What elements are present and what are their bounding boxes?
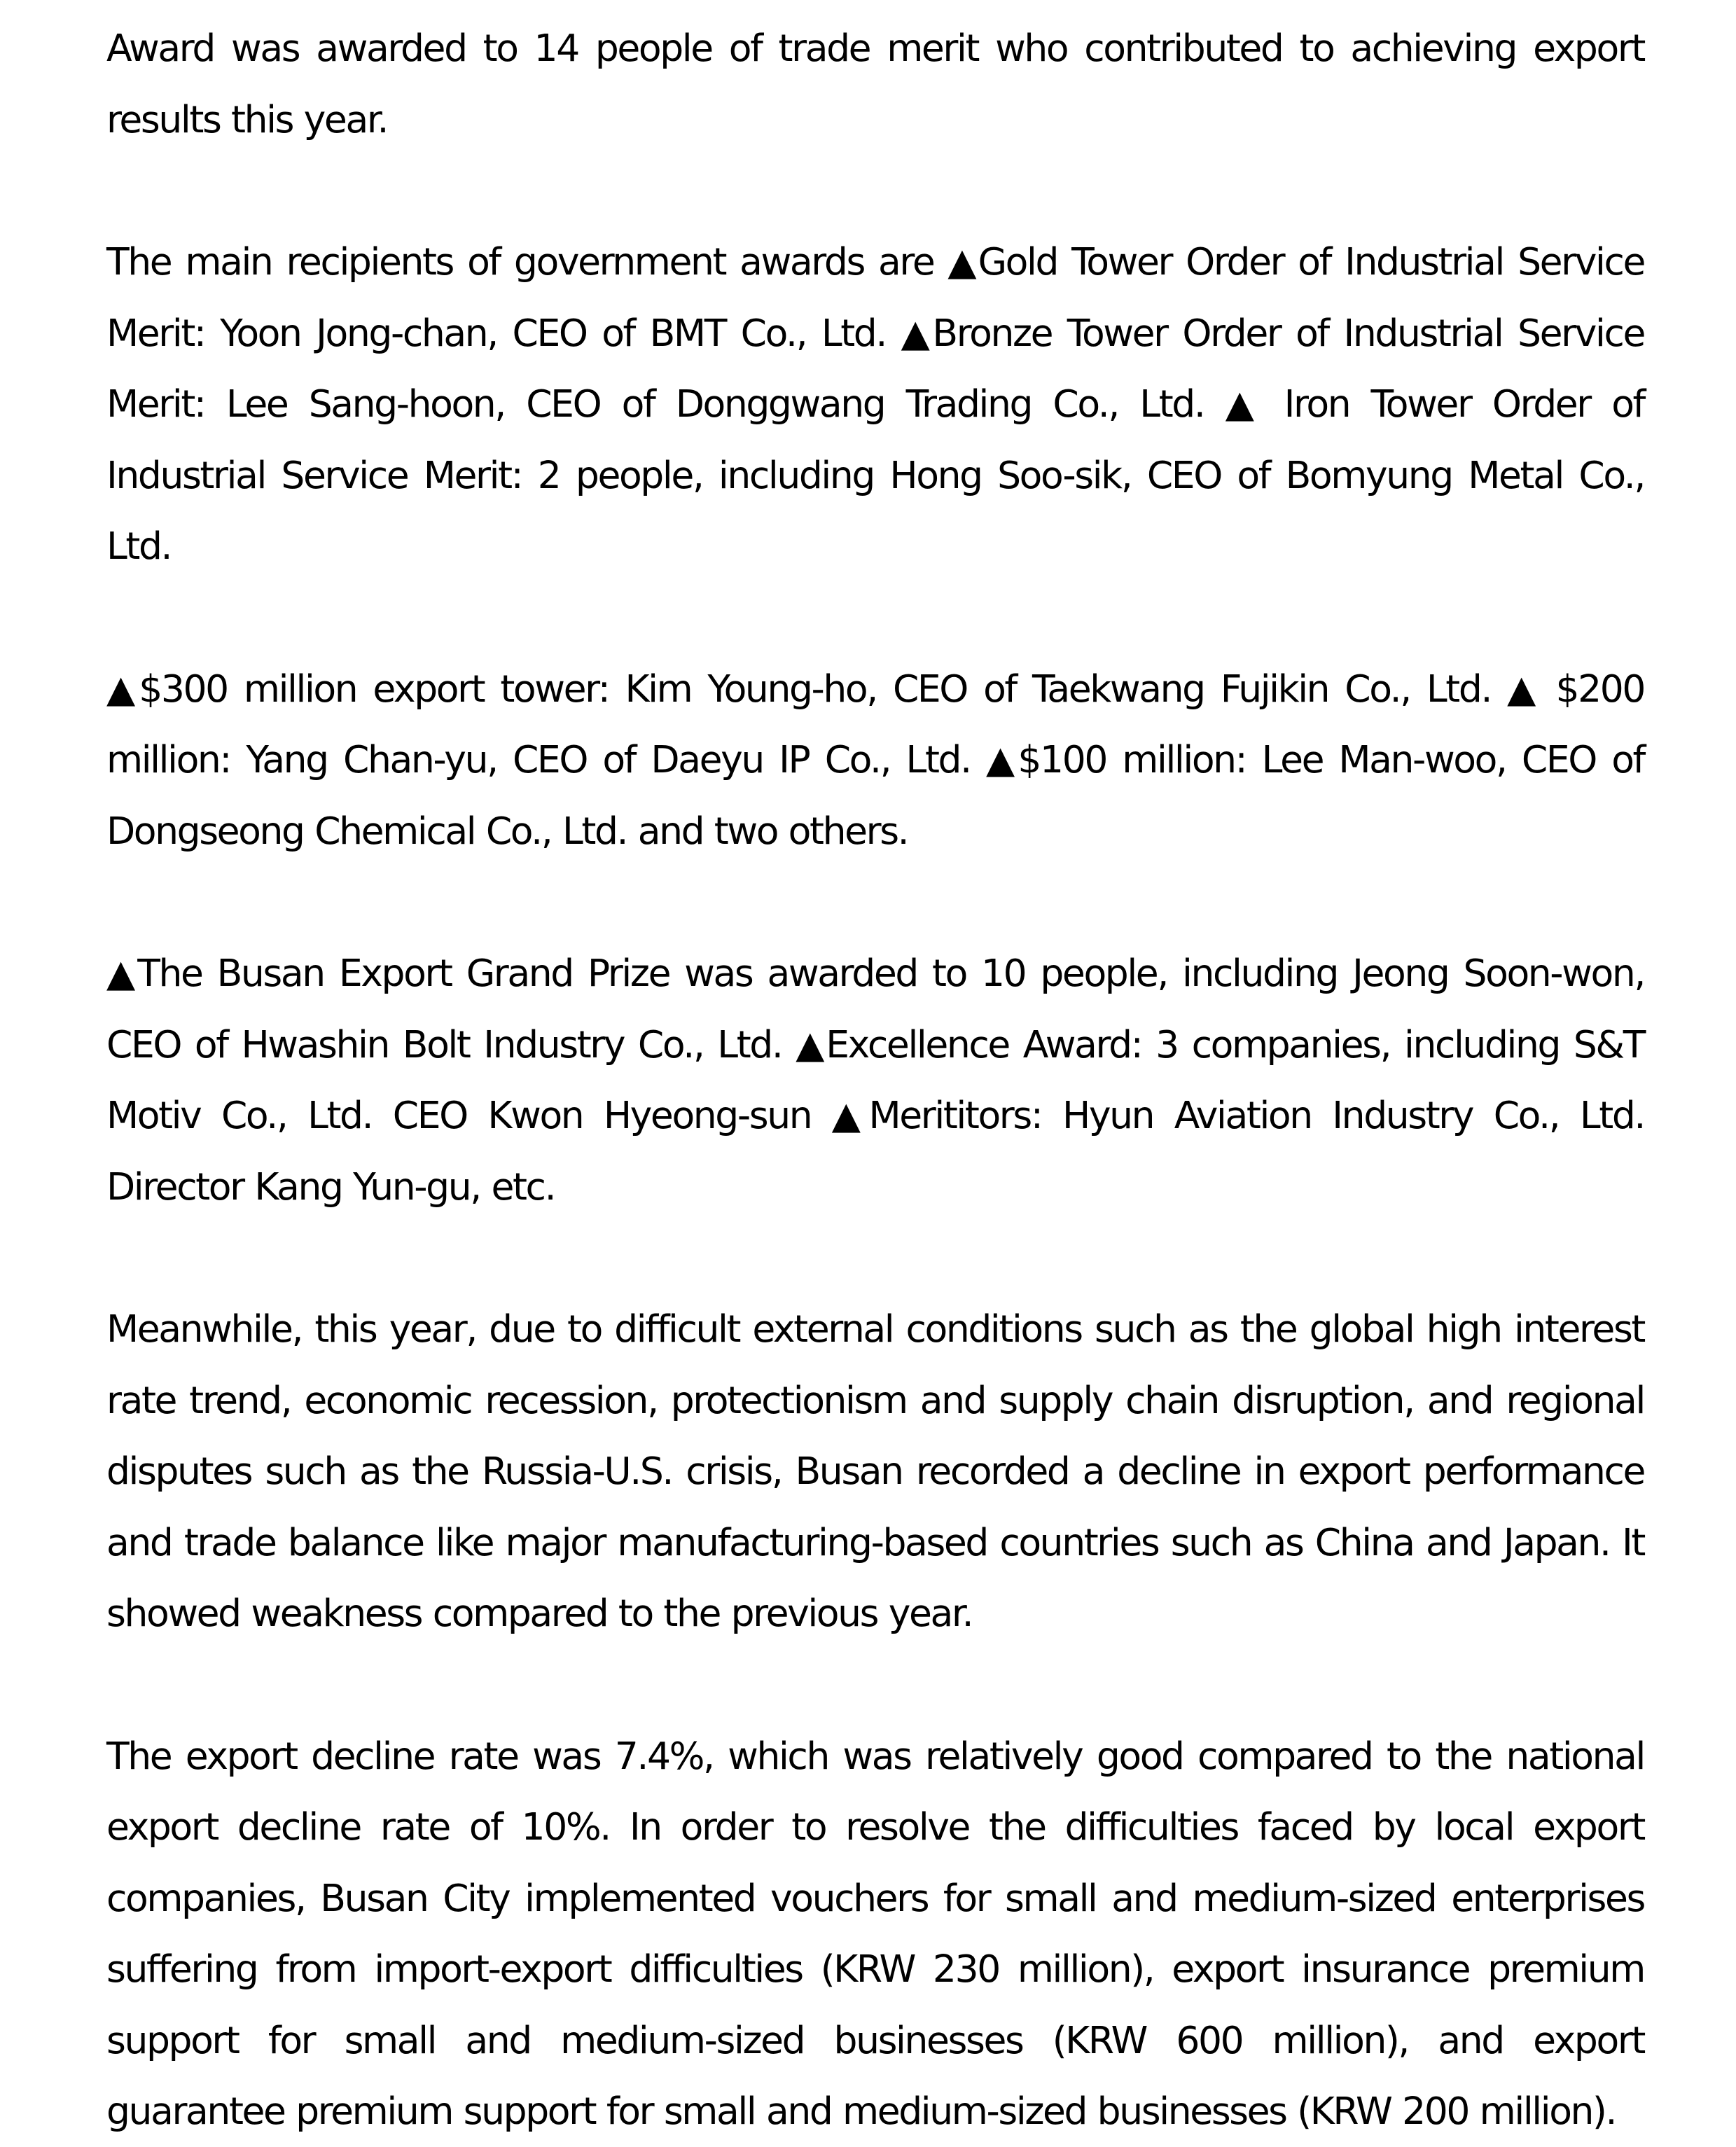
- paragraph-export-towers: ▲$300 million export tower: Kim Young-ho, CEO of Taekwang Fujikin Co., Ltd. ▲ $200 million: Yang Chan-yu, CEO of Daeyu IP Co., Ltd. ▲$100 million: Lee Man-woo, CEO of Dongseong Chemical Co., Ltd. and two others.: [106, 666, 1644, 853]
- paragraph-export-conditions: Meanwhile, this year, due to difficult external conditions such as the global high interest rate trend, economic recession, protectionism and supply chain disruption, and regional disputes such as the Russia-U.S. crisis, Busan recorded a decline in export performance and trade balance like major manufacturing-based countries such as China and Japan. It showed weakness compared to the previous year.: [106, 1307, 1644, 1635]
- paragraph-busan-export-prize: ▲The Busan Export Grand Prize was awarded to 10 people, including Jeong Soon-won, CEO of Hwashin Bolt Industry Co., Ltd. ▲Excellence Award: 3 companies, including S&T Motiv Co., Ltd. CEO Kwon Hyeong-sun ▲Merititors: Hyun Aviation Industry Co., Ltd. Director Kang Yun-gu, etc.: [106, 951, 1644, 1209]
- paragraph-award-intro: Award was awarded to 14 people of trade merit who contributed to achieving export results this year.: [106, 26, 1644, 141]
- paragraph-government-awards: The main recipients of government awards are ▲Gold Tower Order of Industrial Service Merit: Yoon Jong-chan, CEO of BMT Co., Ltd. ▲Bronze Tower Order of Industrial Service Merit: Lee Sang-hoon, CEO of Donggwang Trading Co., Ltd. ▲ Iron Tower Order of Industrial Service Merit: 2 people, including Hong Soo-sik, CEO of Bomyung Metal Co., Ltd.: [106, 239, 1644, 568]
- paragraph-export-decline-support: The export decline rate was 7.4%, which was relatively good compared to the national export decline rate of 10%. In order to resolve the difficulties faced by local export companies, Busan City implemented vouchers for small and medium-sized enterprises suffering from import-export difficulties (KRW 230 million), export insurance premium support for small and medium-sized businesses (KRW 600 million), and export guarantee premium support for small and medium-sized businesses (KRW 200 million).: [106, 1733, 1644, 2133]
- document-body: [106, 13, 1644, 2147]
